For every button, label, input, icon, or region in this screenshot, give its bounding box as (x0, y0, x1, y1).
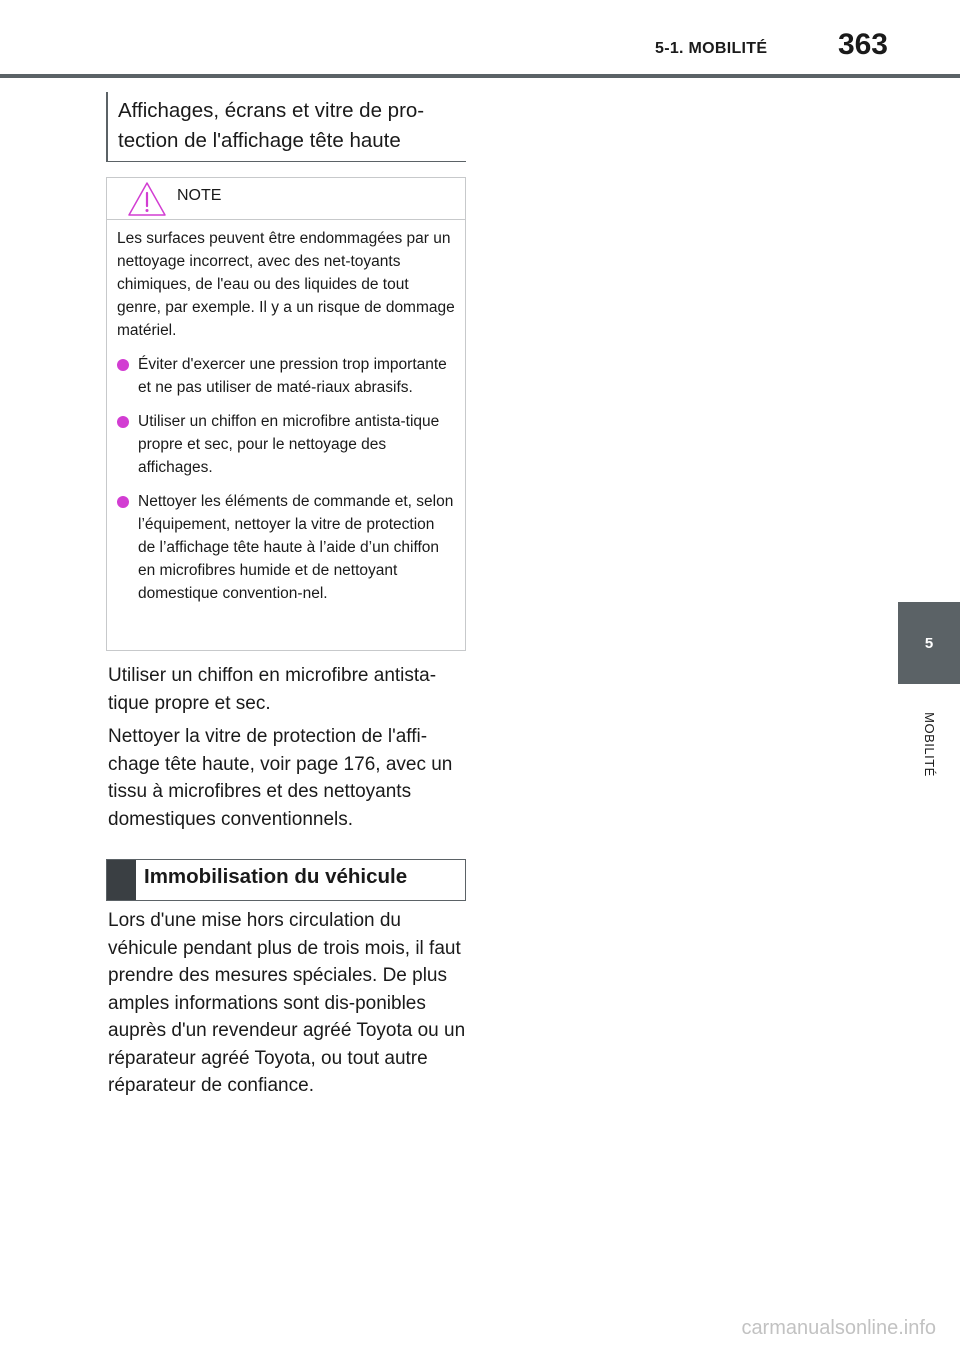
section-heading-text: Immobilisation du véhicule (144, 865, 408, 888)
note-title: NOTE (177, 187, 222, 204)
page-number: 363 (837, 28, 888, 61)
warning-triangle-icon (127, 181, 167, 222)
note-bullet (117, 353, 455, 399)
note-bullet-text: Utiliser un chiffon en microfibre antista-tique propre et sec, pour le nettoyage des affichages. (138, 413, 440, 476)
paragraph: Lors d'une mise hors circulation du véhicule pendant plus de trois mois, il faut prendre des mesures spéciales. De plus amples informations sont dis-ponibles auprès d'un revendeur agréé Toyota ou un réparateur agréé Toyota, ou tout autre réparateur de confiance. (108, 910, 466, 1096)
note-bullet-text: Nettoyer les éléments de commande et, selon l’équipement, nettoyer la vitre de protection de l’affichage tête haute à l’aide d’un chiffon en microfibres humide et de nettoyant domestique convention-nel. (138, 493, 454, 602)
paragraph: Utiliser un chiffon en microfibre antista-tique propre et sec. (108, 665, 437, 714)
note-intro: Les surfaces peuvent être endommagées par un nettoyage incorrect, avec des net-toyants chimiques, de l'eau ou des liquides de tout genre, par exemple. Il y a un risque de dommage matériel. (117, 230, 455, 339)
note-box (106, 177, 466, 651)
chapter-tab-number: 5 (924, 634, 934, 652)
note-bullet (117, 490, 455, 605)
chapter-label-text: MOBILITÉ (921, 711, 937, 777)
section-heading-block (107, 860, 136, 900)
bullet-dot-icon (117, 359, 129, 371)
cleaning-instructions (108, 662, 468, 839)
note-header (107, 178, 465, 220)
section-title: 5-1. MOBILITÉ (655, 40, 768, 57)
watermark: carmanualsonline.info (741, 1317, 936, 1339)
chapter-tab[interactable] (898, 602, 960, 684)
chapter-label (898, 694, 960, 794)
immobilisation-text (108, 907, 468, 1106)
paragraph: Nettoyer la vitre de protection de l'affi-chage tête haute, voir page 176, avec un tissu à microfibres et des nettoyants domestiques conventionnels. (108, 726, 453, 830)
subheading: Affichages, écrans et vitre de pro-tection de l'affichage tête haute (106, 92, 466, 162)
note-body (107, 220, 465, 605)
bullet-dot-icon (117, 496, 129, 508)
header-divider (0, 74, 960, 78)
section-heading (106, 859, 466, 901)
note-bullet-text: Éviter d'exercer une pression trop importante et ne pas utiliser de maté-riaux abrasifs. (138, 356, 447, 396)
note-bullet (117, 410, 455, 479)
bullet-dot-icon (117, 416, 129, 428)
